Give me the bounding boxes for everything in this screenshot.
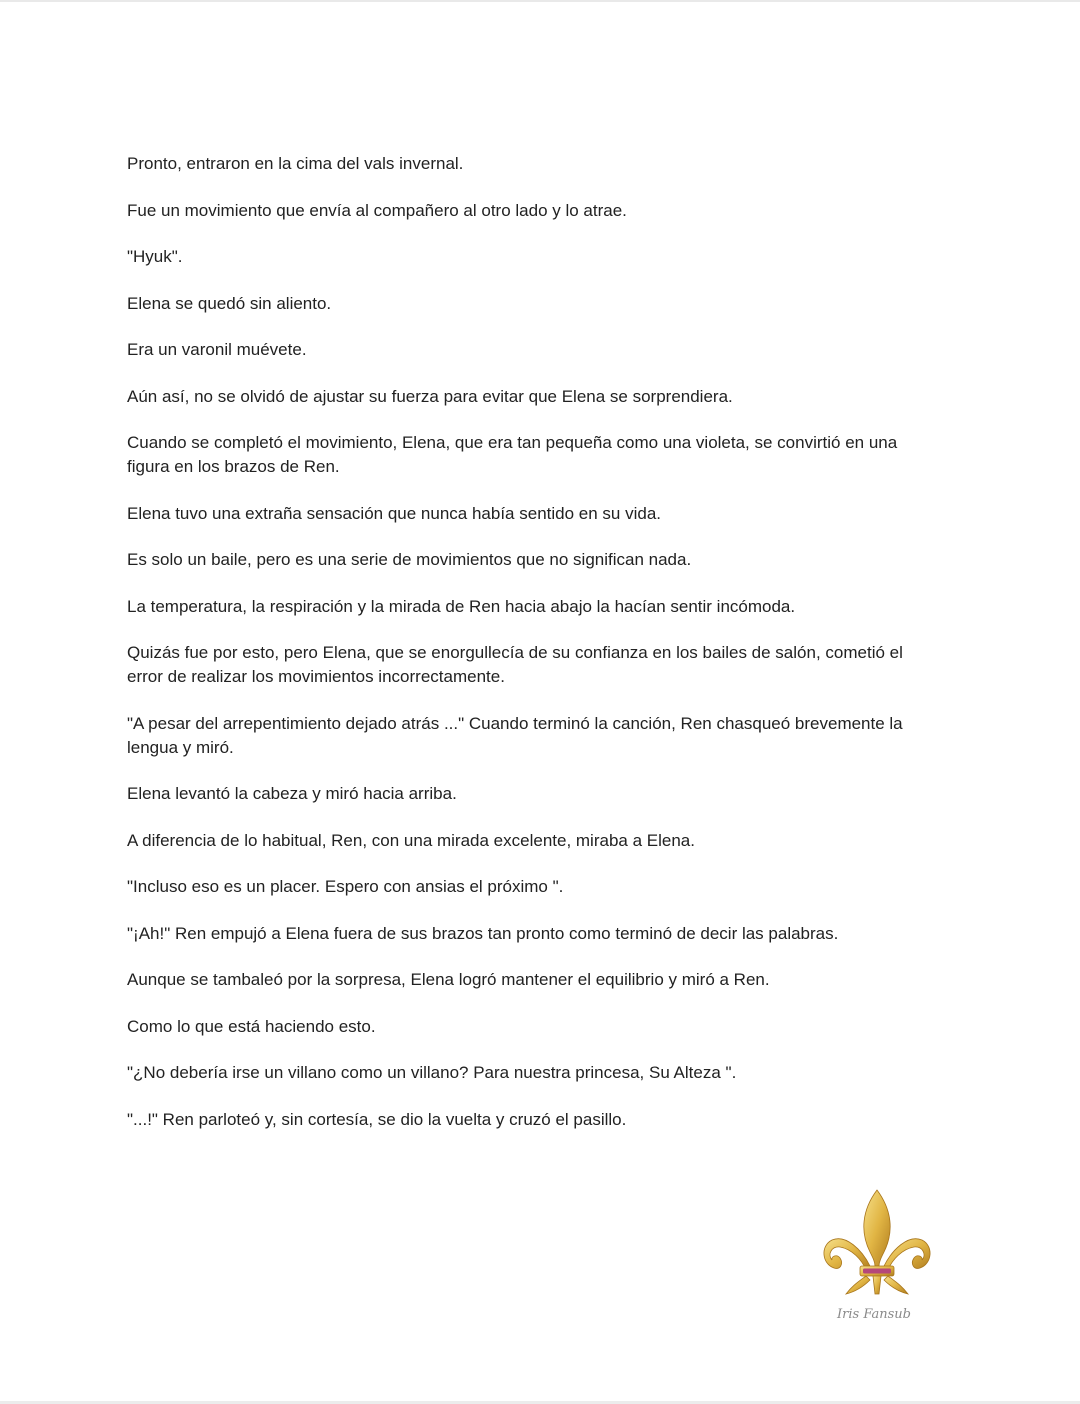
paragraph: Fue un movimiento que envía al compañero al otro lado y lo atrae. — [127, 200, 627, 220]
fleur-de-lis-icon — [818, 1186, 936, 1326]
paragraph: Elena se quedó sin aliento. — [127, 293, 332, 313]
paragraph: A diferencia de lo habitual, Ren, con una mirada excelente, miraba a Elena. — [127, 830, 695, 850]
top-divider — [0, 0, 1080, 2]
paragraph: La temperatura, la respiración y la mirada de Ren hacia abajo la hacían sentir incómoda. — [127, 596, 796, 616]
paragraph: Cuando se completó el movimiento, Elena, que era tan pequeña como una violeta, se convirtió en una figura en los brazos de Ren. — [127, 433, 898, 476]
paragraph: Elena levantó la cabeza y miró hacia arriba. — [127, 784, 457, 803]
watermark-signature: Iris Fansub — [837, 1307, 911, 1322]
paragraph: Como lo que está haciendo esto. — [127, 1016, 376, 1036]
paragraph: Quizás fue por esto, pero Elena, que se enorgullecía de su confianza en los bailes de salón, cometió el error de realizar los movimientos incorrectamente. — [127, 643, 903, 686]
paragraph: "A pesar del arrepentimiento dejado atrás ..." Cuando terminó la canción, Ren chasqueó brevemente la lengua y miró. — [127, 713, 903, 757]
paragraph: "¿No debería irse un villano como un villano? Para nuestra princesa, Su Alteza ". — [127, 1063, 737, 1082]
paragraph: Era un varonil muévete. — [127, 340, 307, 359]
watermark-logo — [818, 1186, 936, 1326]
paragraph: Aunque se tambaleó por la sorpresa, Elena logró mantener el equilibrio y miró a Ren. — [127, 970, 770, 989]
paragraph: "Hyuk". — [127, 247, 183, 266]
paragraph: Es solo un baile, pero es una serie de movimientos que no significan nada. — [127, 550, 692, 569]
paragraph: Pronto, entraron en la cima del vals invernal. — [127, 154, 464, 173]
paragraph: "¡Ah!" Ren empujó a Elena fuera de sus brazos tan pronto como terminó de decir las palabras. — [127, 923, 839, 943]
paragraph: "...!" Ren parloteó y, sin cortesía, se dio la vuelta y cruzó el pasillo. — [127, 1109, 627, 1129]
paragraph: "Incluso eso es un placer. Espero con ansias el próximo ". — [127, 877, 564, 896]
paragraph: Aún así, no se olvidó de ajustar su fuerza para evitar que Elena se sorprendiera. — [127, 386, 733, 406]
document-body — [127, 152, 942, 1154]
paragraph: Elena tuvo una extraña sensación que nunca había sentido en su vida. — [127, 503, 661, 523]
